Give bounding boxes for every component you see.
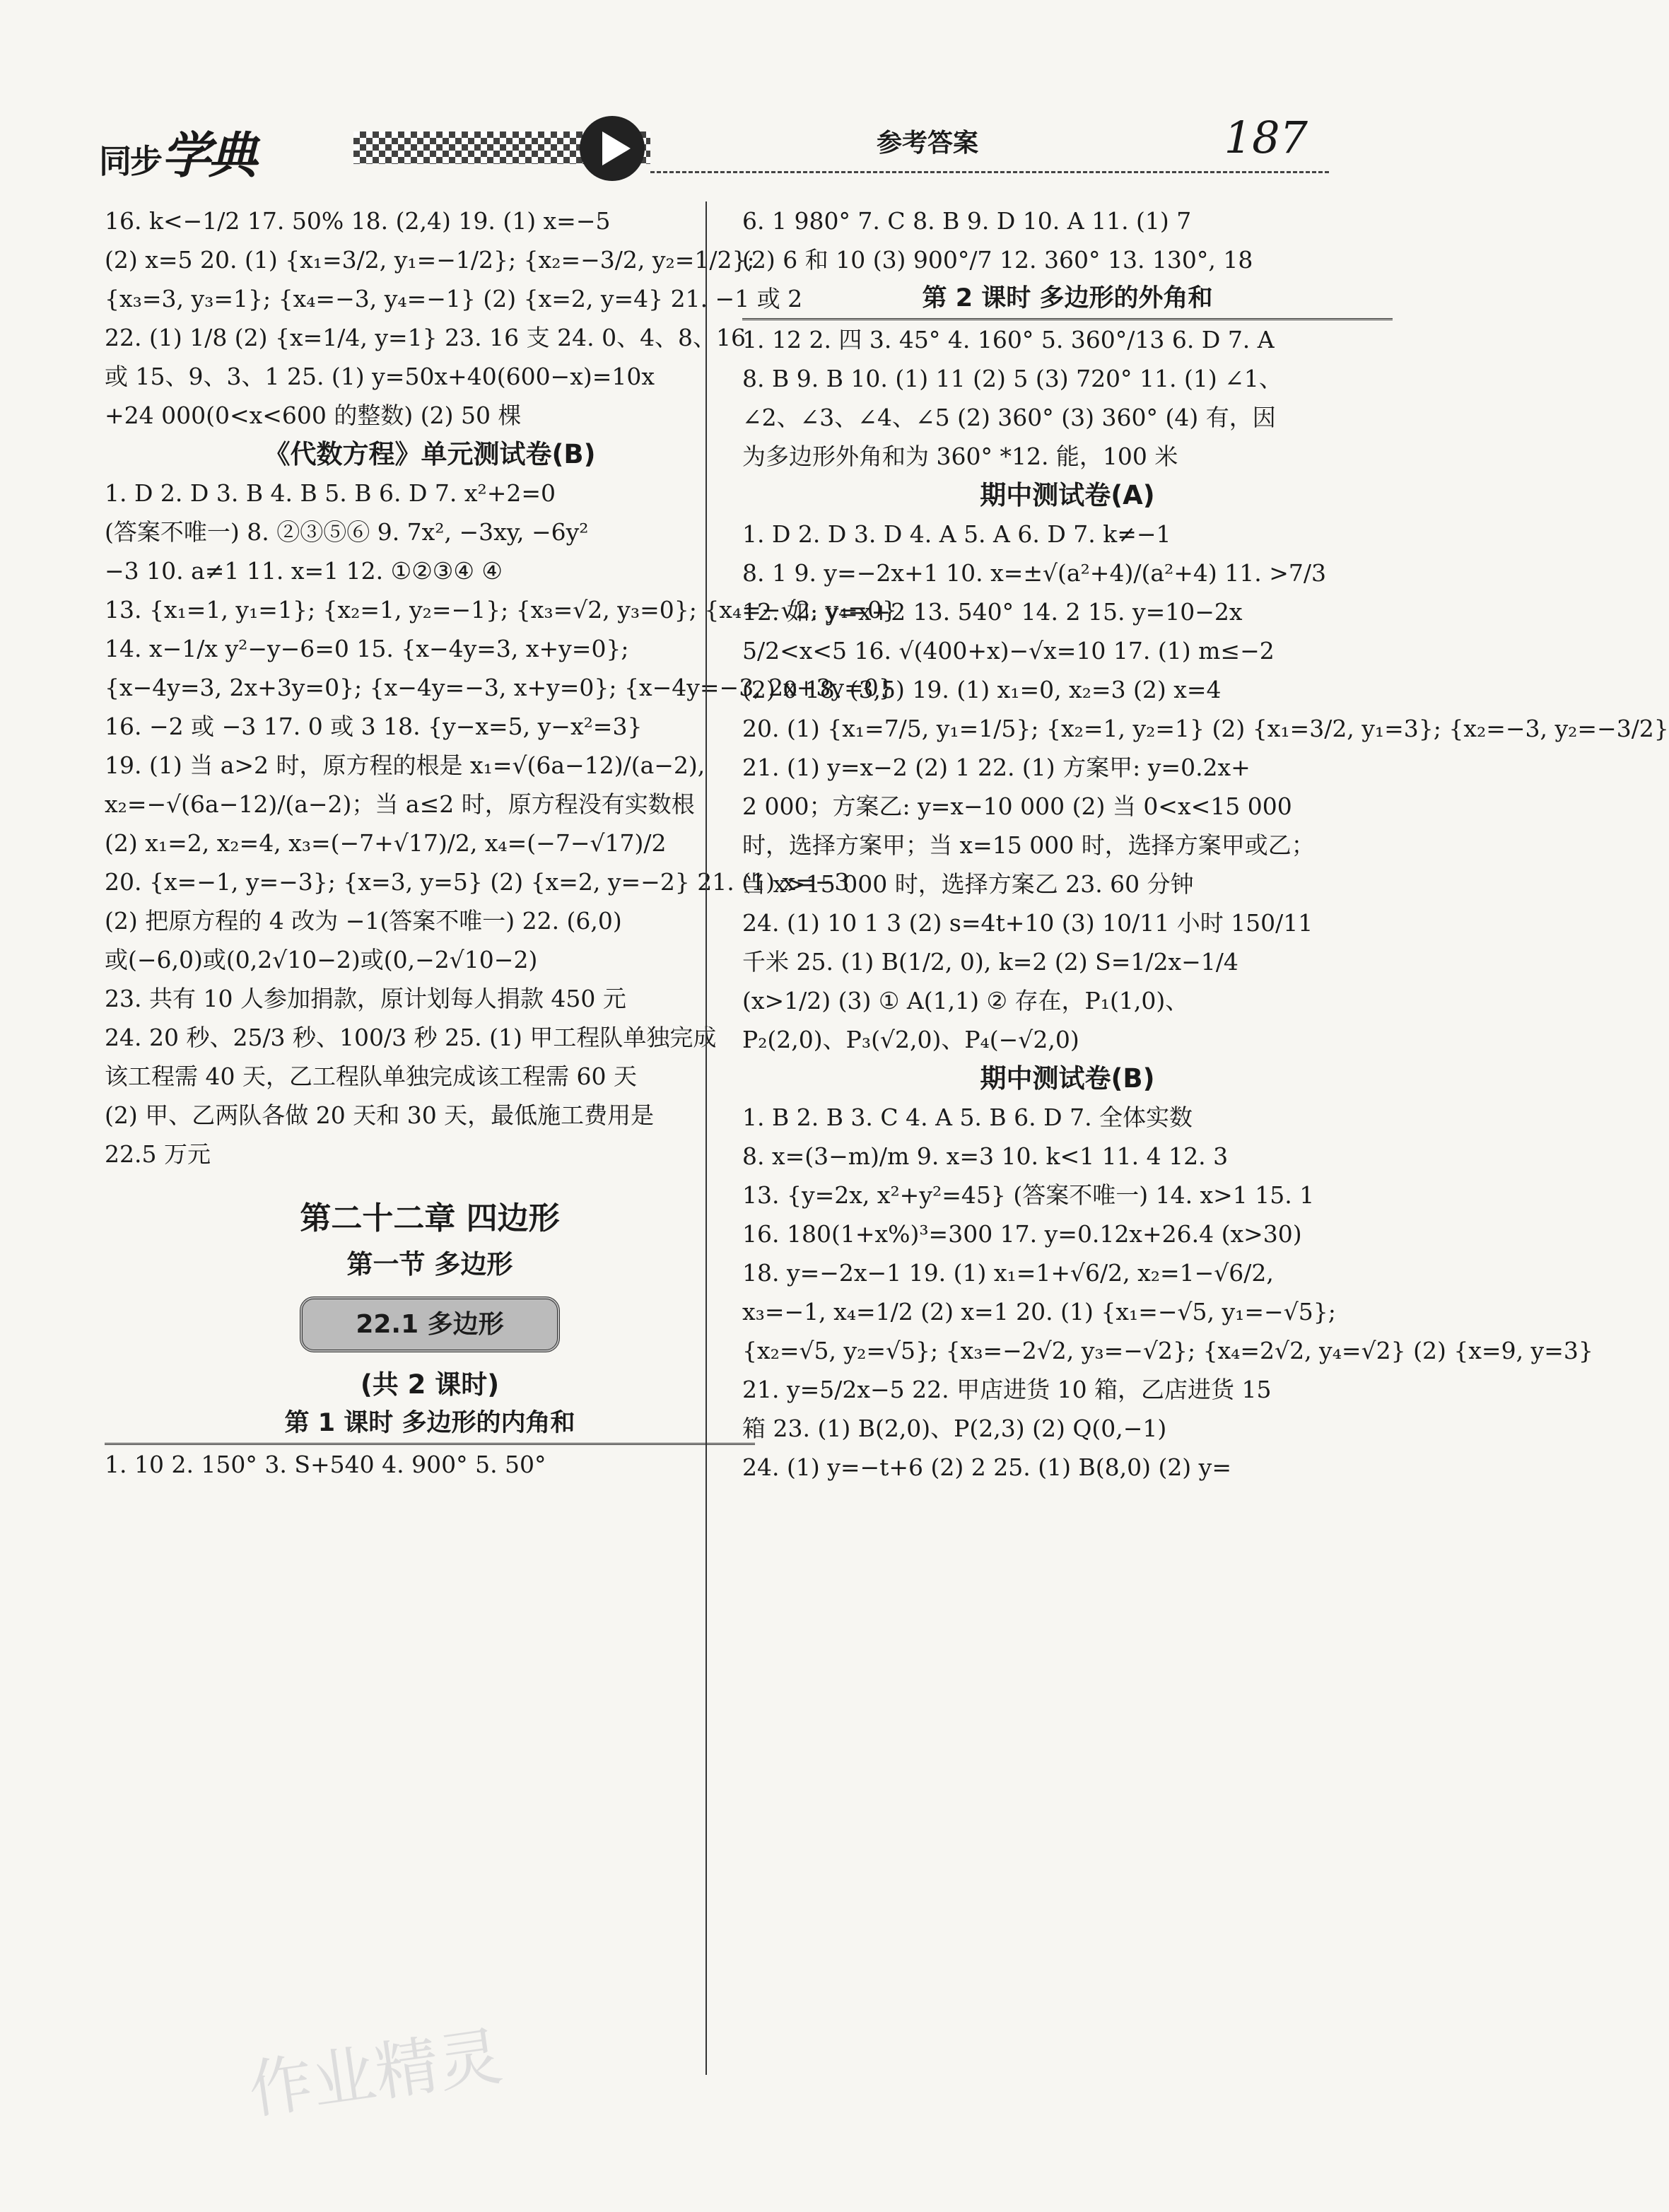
- answer-line: 20. (1) {x₁=7/5, y₁=1/5}; {x₂=1, y₂=1} (2) {x₁=3/2, y₁=3}; {x₂=−3, y₂=−3/2}: [742, 715, 1669, 742]
- answer-line: 13. {y=2x, x²+y²=45} (答案不唯一) 14. x>1 15. 1: [742, 1181, 1315, 1209]
- answer-line: 6. 1 980° 7. C 8. B 9. D 10. A 11. (1) 7: [742, 207, 1192, 235]
- answer-line: 或(−6,0)或(0,2√10−2)或(0,−2√10−2): [105, 946, 538, 973]
- right-column: [742, 201, 1669, 1487]
- answer-line: (答案不唯一) 8. ②③⑤⑥ 9. 7x², −3xy, −6y²: [105, 518, 589, 546]
- answer-line: −3 10. a≠1 11. x=1 12. ①②③④ ④: [105, 557, 503, 585]
- answer-line: 22.5 万元: [105, 1140, 211, 1168]
- answer-line: 16. k<−1/2 17. 50% 18. (2,4) 19. (1) x=−5: [105, 207, 611, 235]
- answer-line: 19. (1) 当 a>2 时，原方程的根是 x₁=√(6a−12)/(a−2),: [105, 751, 705, 779]
- answer-line: {x₂=√5, y₂=√5}; {x₃=−2√2, y₃=−√2}; {x₄=2√2, y₄=√2} (2) {x=9, y=3}: [742, 1337, 1593, 1364]
- answer-line: ∠2、∠3、∠4、∠5 (2) 360° (3) 360° (4) 有，因: [742, 404, 1276, 431]
- answer-line: (2) x=5 20. (1) {x₁=3/2, y₁=−1/2}; {x₂=−3/2, y₂=1/2};: [105, 246, 755, 274]
- section-heading: 期中测试卷(A): [980, 480, 1155, 510]
- answer-line: 箱 23. (1) B(2,0)、P(2,3) (2) Q(0,−1): [742, 1415, 1167, 1442]
- answer-line: {x₃=3, y₃=1}; {x₄=−3, y₄=−1} (2) {x=2, y=4} 21. −1 或 2: [105, 285, 803, 312]
- answer-line: 20. {x=−1, y=−3}; {x=3, y=5} (2) {x=2, y=−2} 21. (1) x=−3: [105, 868, 850, 896]
- answer-line: 16. 180(1+x%)³=300 17. y=0.12x+26.4 (x>30): [742, 1220, 1302, 1248]
- logo-small-text: 同步: [99, 142, 161, 180]
- answer-line: 当 x>15 000 时，选择方案乙 23. 60 分钟: [742, 870, 1194, 898]
- answer-line: 8. x=(3−m)/m 9. x=3 10. k<1 11. 4 12. 3: [742, 1142, 1229, 1170]
- section-badge: 22.1 多边形: [300, 1297, 560, 1352]
- section-title: 参考答案: [877, 129, 979, 158]
- answer-line: 13. {x₁=1, y₁=1}; {x₂=1, y₂=−1}; {x₃=√2, y₃=0}; {x₄=−√2, y₄=0}: [105, 596, 898, 624]
- answer-line: x₂=−√(6a−12)/(a−2)；当 a≤2 时，原方程没有实数根: [105, 790, 695, 818]
- logo-big-text: 学典: [161, 127, 254, 185]
- page-header: [99, 106, 1329, 184]
- answer-line: (2) 0 18. (3,5) 19. (1) x₁=0, x₂=3 (2) x=4: [742, 676, 1222, 703]
- answer-line: 千米 25. (1) B(1/2, 0), k=2 (2) S=1/2x−1/4: [742, 948, 1238, 976]
- answer-line: 8. B 9. B 10. (1) 11 (2) 5 (3) 720° 11. (1) ∠1、: [742, 365, 1282, 392]
- header-dashed-line: [650, 171, 1329, 173]
- answer-line: 24. 20 秒、25/3 秒、100/3 秒 25. (1) 甲工程队单独完成: [105, 1024, 717, 1051]
- answer-line: 1. 12 2. 四 3. 45° 4. 160° 5. 360°/13 6. D 7. A: [742, 326, 1275, 353]
- answer-line: 12. 如: y=x+2 13. 540° 14. 2 15. y=10−2x: [742, 598, 1243, 626]
- answer-line: (x>1/2) (3) ① A(1,1) ② 存在，P₁(1,0)、: [742, 987, 1189, 1014]
- brand-logo: [99, 116, 254, 187]
- column-divider: [705, 201, 707, 2075]
- answer-line: 8. 1 9. y=−2x+1 10. x=±√(a²+4)/(a²+4) 11. >7/3: [742, 559, 1326, 587]
- answer-line: 21. (1) y=x−2 (2) 1 22. (1) 方案甲: y=0.2x+: [742, 754, 1251, 781]
- answer-line: 1. B 2. B 3. C 4. A 5. B 6. D 7. 全体实数: [742, 1104, 1193, 1131]
- lesson-heading: 第 1 课时 多边形的内角和: [105, 1404, 755, 1445]
- answer-line: +24 000(0<x<600 的整数) (2) 50 棵: [105, 402, 522, 429]
- answer-line: P₂(2,0)、P₃(√2,0)、P₄(−√2,0): [742, 1026, 1079, 1053]
- answer-line: 24. (1) y=−t+6 (2) 2 25. (1) B(8,0) (2) y=: [742, 1453, 1231, 1481]
- answer-line: 为多边形外角和为 360° *12. 能，100 米: [742, 443, 1178, 470]
- section-heading: 第一节 多边形: [346, 1249, 513, 1280]
- section-heading: 期中测试卷(B): [980, 1063, 1155, 1094]
- answer-line: 24. (1) 10 1 3 (2) s=4t+10 (3) 10/11 小时 150/11: [742, 909, 1313, 937]
- answer-line: 21. y=5/2x−5 22. 甲店进货 10 箱，乙店进货 15: [742, 1376, 1272, 1403]
- watermark: 作业精灵: [244, 2019, 507, 2129]
- answer-line: 或 15、9、3、1 25. (1) y=50x+40(600−x)=10x: [105, 363, 655, 390]
- answer-line: 1. D 2. D 3. B 4. B 5. B 6. D 7. x²+2=0: [105, 479, 556, 507]
- answer-line: 16. −2 或 −3 17. 0 或 3 18. {y−x=5, y−x²=3}: [105, 713, 643, 740]
- answer-line: 2 000；方案乙: y=x−10 000 (2) 当 0<x<15 000: [742, 792, 1292, 820]
- answer-line: (2) 把原方程的 4 改为 −1(答案不唯一) 22. (6,0): [105, 907, 622, 935]
- answer-line: 该工程需 40 天，乙工程队单独完成该工程需 60 天: [105, 1063, 637, 1090]
- answer-line: (2) 甲、乙两队各做 20 天和 30 天，最低施工费用是: [105, 1101, 655, 1129]
- answer-line: 1. 10 2. 150° 3. S+540 4. 900° 5. 50°: [105, 1451, 546, 1478]
- answer-line: (2) 6 和 10 (3) 900°/7 12. 360° 13. 130°, 18: [742, 246, 1253, 274]
- lesson-heading: 第 2 课时 多边形的外角和: [742, 279, 1393, 320]
- chapter-heading: 第二十二章 四边形: [300, 1200, 560, 1236]
- answer-line: 18. y=−2x−1 19. (1) x₁=1+√6/2, x₂=1−√6/2,: [742, 1259, 1274, 1287]
- left-column: [105, 201, 898, 1484]
- section-heading: 《代数方程》单元测试卷(B): [264, 439, 596, 469]
- section-heading: (共 2 课时): [360, 1369, 500, 1400]
- answer-line: 14. x−1/x y²−y−6=0 15. {x−4y=3, x+y=0};: [105, 635, 629, 662]
- play-icon: [580, 116, 645, 181]
- page-number: 187: [1224, 112, 1308, 163]
- answer-line: x₃=−1, x₄=1/2 (2) x=1 20. (1) {x₁=−√5, y₁=−√5};: [742, 1298, 1336, 1326]
- answer-line: 22. (1) 1/8 (2) {x=1/4, y=1} 23. 16 支 24. 0、4、8、16: [105, 324, 746, 351]
- answer-line: 1. D 2. D 3. D 4. A 5. A 6. D 7. k≠−1: [742, 520, 1171, 548]
- answer-line: 5/2<x<5 16. √(400+x)−√x=10 17. (1) m≤−2: [742, 637, 1275, 665]
- answer-line: {x−4y=3, 2x+3y=0}; {x−4y=−3, x+y=0}; {x−4y=−3, 2x+3y=0}: [105, 674, 894, 701]
- answer-line: 时，选择方案甲；当 x=15 000 时，选择方案甲或乙；: [742, 831, 1315, 859]
- answer-line: 23. 共有 10 人参加捐款，原计划每人捐款 450 元: [105, 985, 626, 1012]
- answer-line: (2) x₁=2, x₂=4, x₃=(−7+√17)/2, x₄=(−7−√17)/2: [105, 829, 667, 857]
